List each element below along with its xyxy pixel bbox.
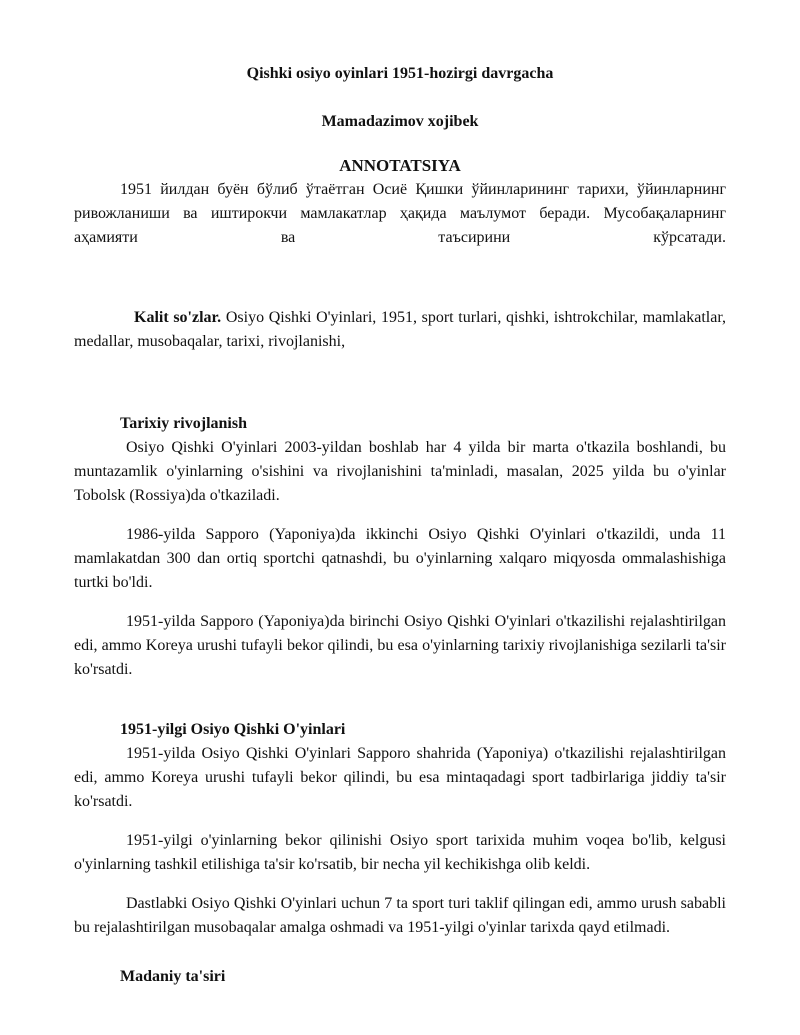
- history-paragraph-2: 1986-yilda Sapporo (Yaponiya)da ikkinchi Osiyo Qishki O'yinlari o'tkazildi, unda 11 mamlakatdan 300 dan ortiq sportchi qatnashdi, bu o'yinlarning xalqaro miqyosda ommalashishiga turtki bo'ldi.: [74, 526, 726, 591]
- document-title: Qishki osiyo oyinlari 1951-hozirgi davrgacha: [246, 65, 554, 82]
- section-heading-history: Tarixiy rivojlanish: [120, 415, 247, 432]
- document-page: [74, 62, 726, 989]
- games-1951-paragraph-1: 1951-yilda Osiyo Qishki O'yinlari Sapporo shahrida (Yaponiya) o'tkazilishi rejalashtirilgan edi, ammo Koreya urushi tufayli bekor qilindi, bu esa mintaqadagi sport tadbirlariga jiddiy ta'sir ko'rsatdi.: [74, 745, 726, 810]
- games-1951-paragraph-2: 1951-yilgi o'yinlarning bekor qilinishi Osiyo sport tarixida muhim voqea bo'lib, kelgusi o'yinlarning tashkil etilishiga ta'sir ko'rsatib, bir necha yil kechikishga olib keldi.: [74, 832, 726, 873]
- keywords-label: Kalit so'zlar.: [134, 309, 222, 326]
- section-heading-cultural-impact: Madaniy ta'siri: [120, 968, 226, 985]
- annotation-heading: ANNOTATSIYA: [339, 156, 461, 175]
- history-paragraph-3: 1951-yilda Sapporo (Yaponiya)da birinchi Osiyo Qishki O'yinlari o'tkazilishi rejalashtirilgan edi, ammo Koreya urushi tufayli bekor qilindi, bu esa o'yinlarning tarixiy rivojlanishiga sezilarli ta'sir ko'rsatdi.: [74, 613, 726, 678]
- annotation-text: 1951 йилдан буён бўлиб ўтаётган Осиё Қишки ўйинларининг тарихи, ўйинларнинг ривожланиши ва иштирокчи мамлакатлар ҳақида маълумот беради. Мусобақаларнинг аҳамияти ва таъсирини кўрсатади.: [74, 181, 726, 246]
- keywords-text: Osiyo Qishki O'yinlari, 1951, sport turlari, qishki, ishtrokchilar, mamlakatlar, medallar, musobaqalar, tarixi, rivojlanishi,: [74, 309, 727, 350]
- history-paragraph-1: Osiyo Qishki O'yinlari 2003-yildan boshlab har 4 yilda bir marta o'tkazila boshlandi, bu muntazamlik o'yinlarning o'sishini va rivojlanishini ta'minladi, masalan, 2025 yilda bu o'yinlar Tobolsk (Rossiya)da o'tkaziladi.: [74, 439, 726, 504]
- section-heading-1951-games: 1951-yilgi Osiyo Qishki O'yinlari: [120, 721, 346, 738]
- author-name: Mamadazimov xojibek: [321, 113, 479, 130]
- keywords-paragraph: [74, 306, 726, 354]
- games-1951-paragraph-3: Dastlabki Osiyo Qishki O'yinlari uchun 7 ta sport turi taklif qilingan edi, ammo urush sababli bu rejalashtirilgan musobaqalar amalga oshmadi va 1951-yilgi o'yinlar tarixda qayd etilmadi.: [74, 895, 726, 936]
